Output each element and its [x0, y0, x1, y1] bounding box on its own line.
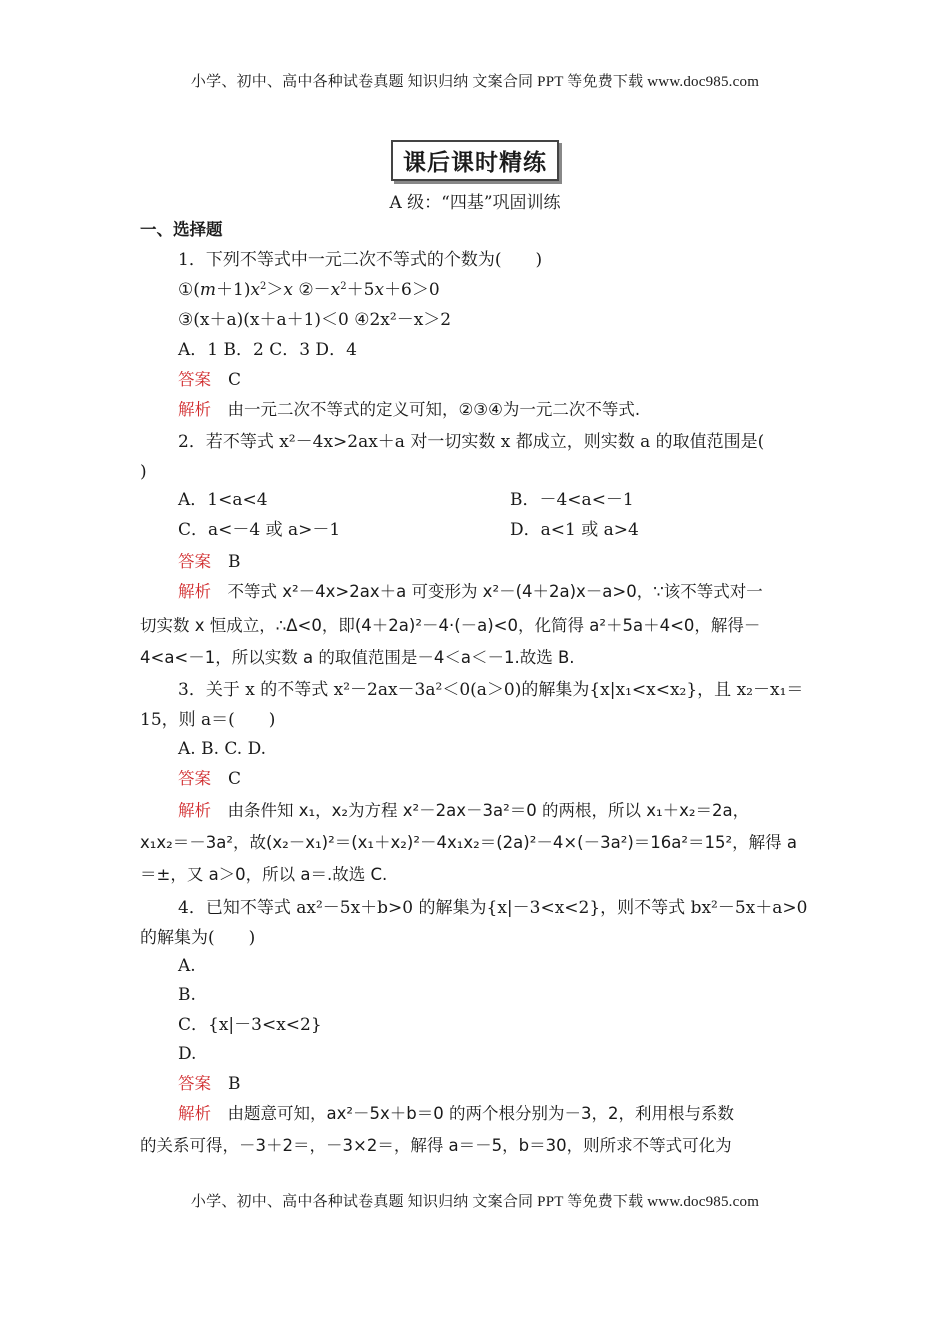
q2-analysis-2: 切实数 x 恒成立，∴Δ<0，即(4＋2a)²－4·(－a)<0，化简得 a²＋5a＋4<0，解得－ [140, 616, 761, 635]
q4-analysis-1: 由题意可知，ax²－5x＋b＝0 的两个根分别为－3，2，利用根与系数 [227, 1104, 734, 1123]
q1-options: A．1 B．2 C．3 D．4 [178, 340, 357, 360]
q1-stem: 1．下列不等式中一元二次不等式的个数为( ) [178, 250, 543, 270]
analysis-label: 解析 [178, 400, 211, 419]
q2-analysis-3: 4<a<－1，所以实数 a 的取值范围是－4＜a＜－1.故选 B. [140, 648, 575, 667]
q2-analysis-line-1 [178, 580, 763, 604]
q1-items-b: ③(x＋a)(x＋a＋1)＜0 ④2x²－x＞2 [178, 310, 452, 330]
section-heading: 一、选择题 [140, 220, 223, 239]
q2-option-a: A．1<a<4 [178, 490, 268, 510]
q2-stem-2: ) [140, 462, 147, 482]
analysis-label: 解析 [178, 582, 211, 601]
q3-stem-1: 3．关于 x 的不等式 x²－2ax－3a²＜0(a＞0)的解集为{x|x₁<x<x₂}，且 x₂－x₁＝ [178, 680, 804, 700]
q3-answer: C [228, 769, 242, 789]
page-header: 小学、初中、高中各种试卷真题 知识归纳 文案合同 PPT 等免费下载 www.doc985.com [190, 74, 760, 90]
q4-answer: B [228, 1074, 241, 1094]
answer-label: 答案 [178, 769, 211, 788]
q4-option-d: D. [178, 1044, 197, 1064]
q1-items-a: $①(m+1)x^2>x$ $②-x^2+5x+6>0$ [178, 280, 440, 300]
q2-option-c: C．a<－4 或 a>－1 [178, 520, 341, 540]
q4-answer-line [178, 1072, 241, 1096]
q2-answer: B [228, 552, 241, 572]
q4-option-b: B. [178, 985, 196, 1005]
q2-stem-1: 2．若不等式 x²－4x>2ax＋a 对一切实数 x 都成立，则实数 a 的取值范围是( [178, 432, 765, 452]
q1-answer-line [178, 368, 241, 392]
page-title: 课后课时精练 [391, 140, 559, 181]
q1-answer: C [228, 370, 242, 390]
q3-analysis-1: 由条件知 x₁，x₂为方程 x²－2ax－3a²＝0 的两根，所以 x₁＋x₂＝2a， [227, 801, 750, 820]
q4-stem-1: 4．已知不等式 ax²－5x＋b>0 的解集为{x|－3<x<2}，则不等式 bx²－5x＋a>0 [178, 898, 808, 918]
q3-analysis-3: ＝±，又 a＞0，所以 a＝.故选 C. [140, 865, 388, 884]
q1-analysis: 由一元二次不等式的定义可知，②③④为一元二次不等式. [227, 400, 641, 419]
page-footer: 小学、初中、高中各种试卷真题 知识归纳 文案合同 PPT 等免费下载 www.doc985.com [190, 1194, 760, 1210]
q4-option-a: A. [178, 956, 196, 976]
level-subtitle: A 级：“四基”巩固训练 [389, 193, 561, 213]
q3-stem-2: 15，则 a＝( ) [140, 710, 276, 730]
answer-label: 答案 [178, 1074, 211, 1093]
q2-option-d: D．a<1 或 a>4 [510, 520, 639, 540]
answer-label: 答案 [178, 552, 211, 571]
answer-label: 答案 [178, 370, 211, 389]
q1-analysis-line [178, 398, 640, 422]
analysis-label: 解析 [178, 1104, 211, 1123]
q3-analysis-line-1 [178, 799, 749, 823]
q4-stem-2: 的解集为( ) [140, 928, 256, 948]
q3-analysis-2: x₁x₂＝－3a²，故(x₂－x₁)²＝(x₁＋x₂)²－4x₁x₂＝(2a)²－4×(－3a²)＝16a²＝15²，解得 a [140, 833, 797, 852]
q3-options: A. B. C. D. [178, 739, 267, 759]
q4-analysis-2: 的关系可得，－3＋2＝，－3×2＝，解得 a＝－5，b＝30，则所求不等式可化为 [140, 1136, 732, 1155]
q2-option-b: B．－4<a<－1 [510, 490, 634, 510]
q4-option-c: C．{x|－3<x<2} [178, 1015, 322, 1035]
analysis-label: 解析 [178, 801, 211, 820]
title-wrap [0, 140, 950, 181]
q3-answer-line [178, 767, 241, 791]
q2-answer-line [178, 550, 241, 574]
q4-analysis-line-1 [178, 1102, 734, 1126]
q2-analysis-1: 不等式 x²－4x>2ax＋a 可变形为 x²－(4＋2a)x－a>0，∵该不等式对一 [227, 582, 763, 601]
